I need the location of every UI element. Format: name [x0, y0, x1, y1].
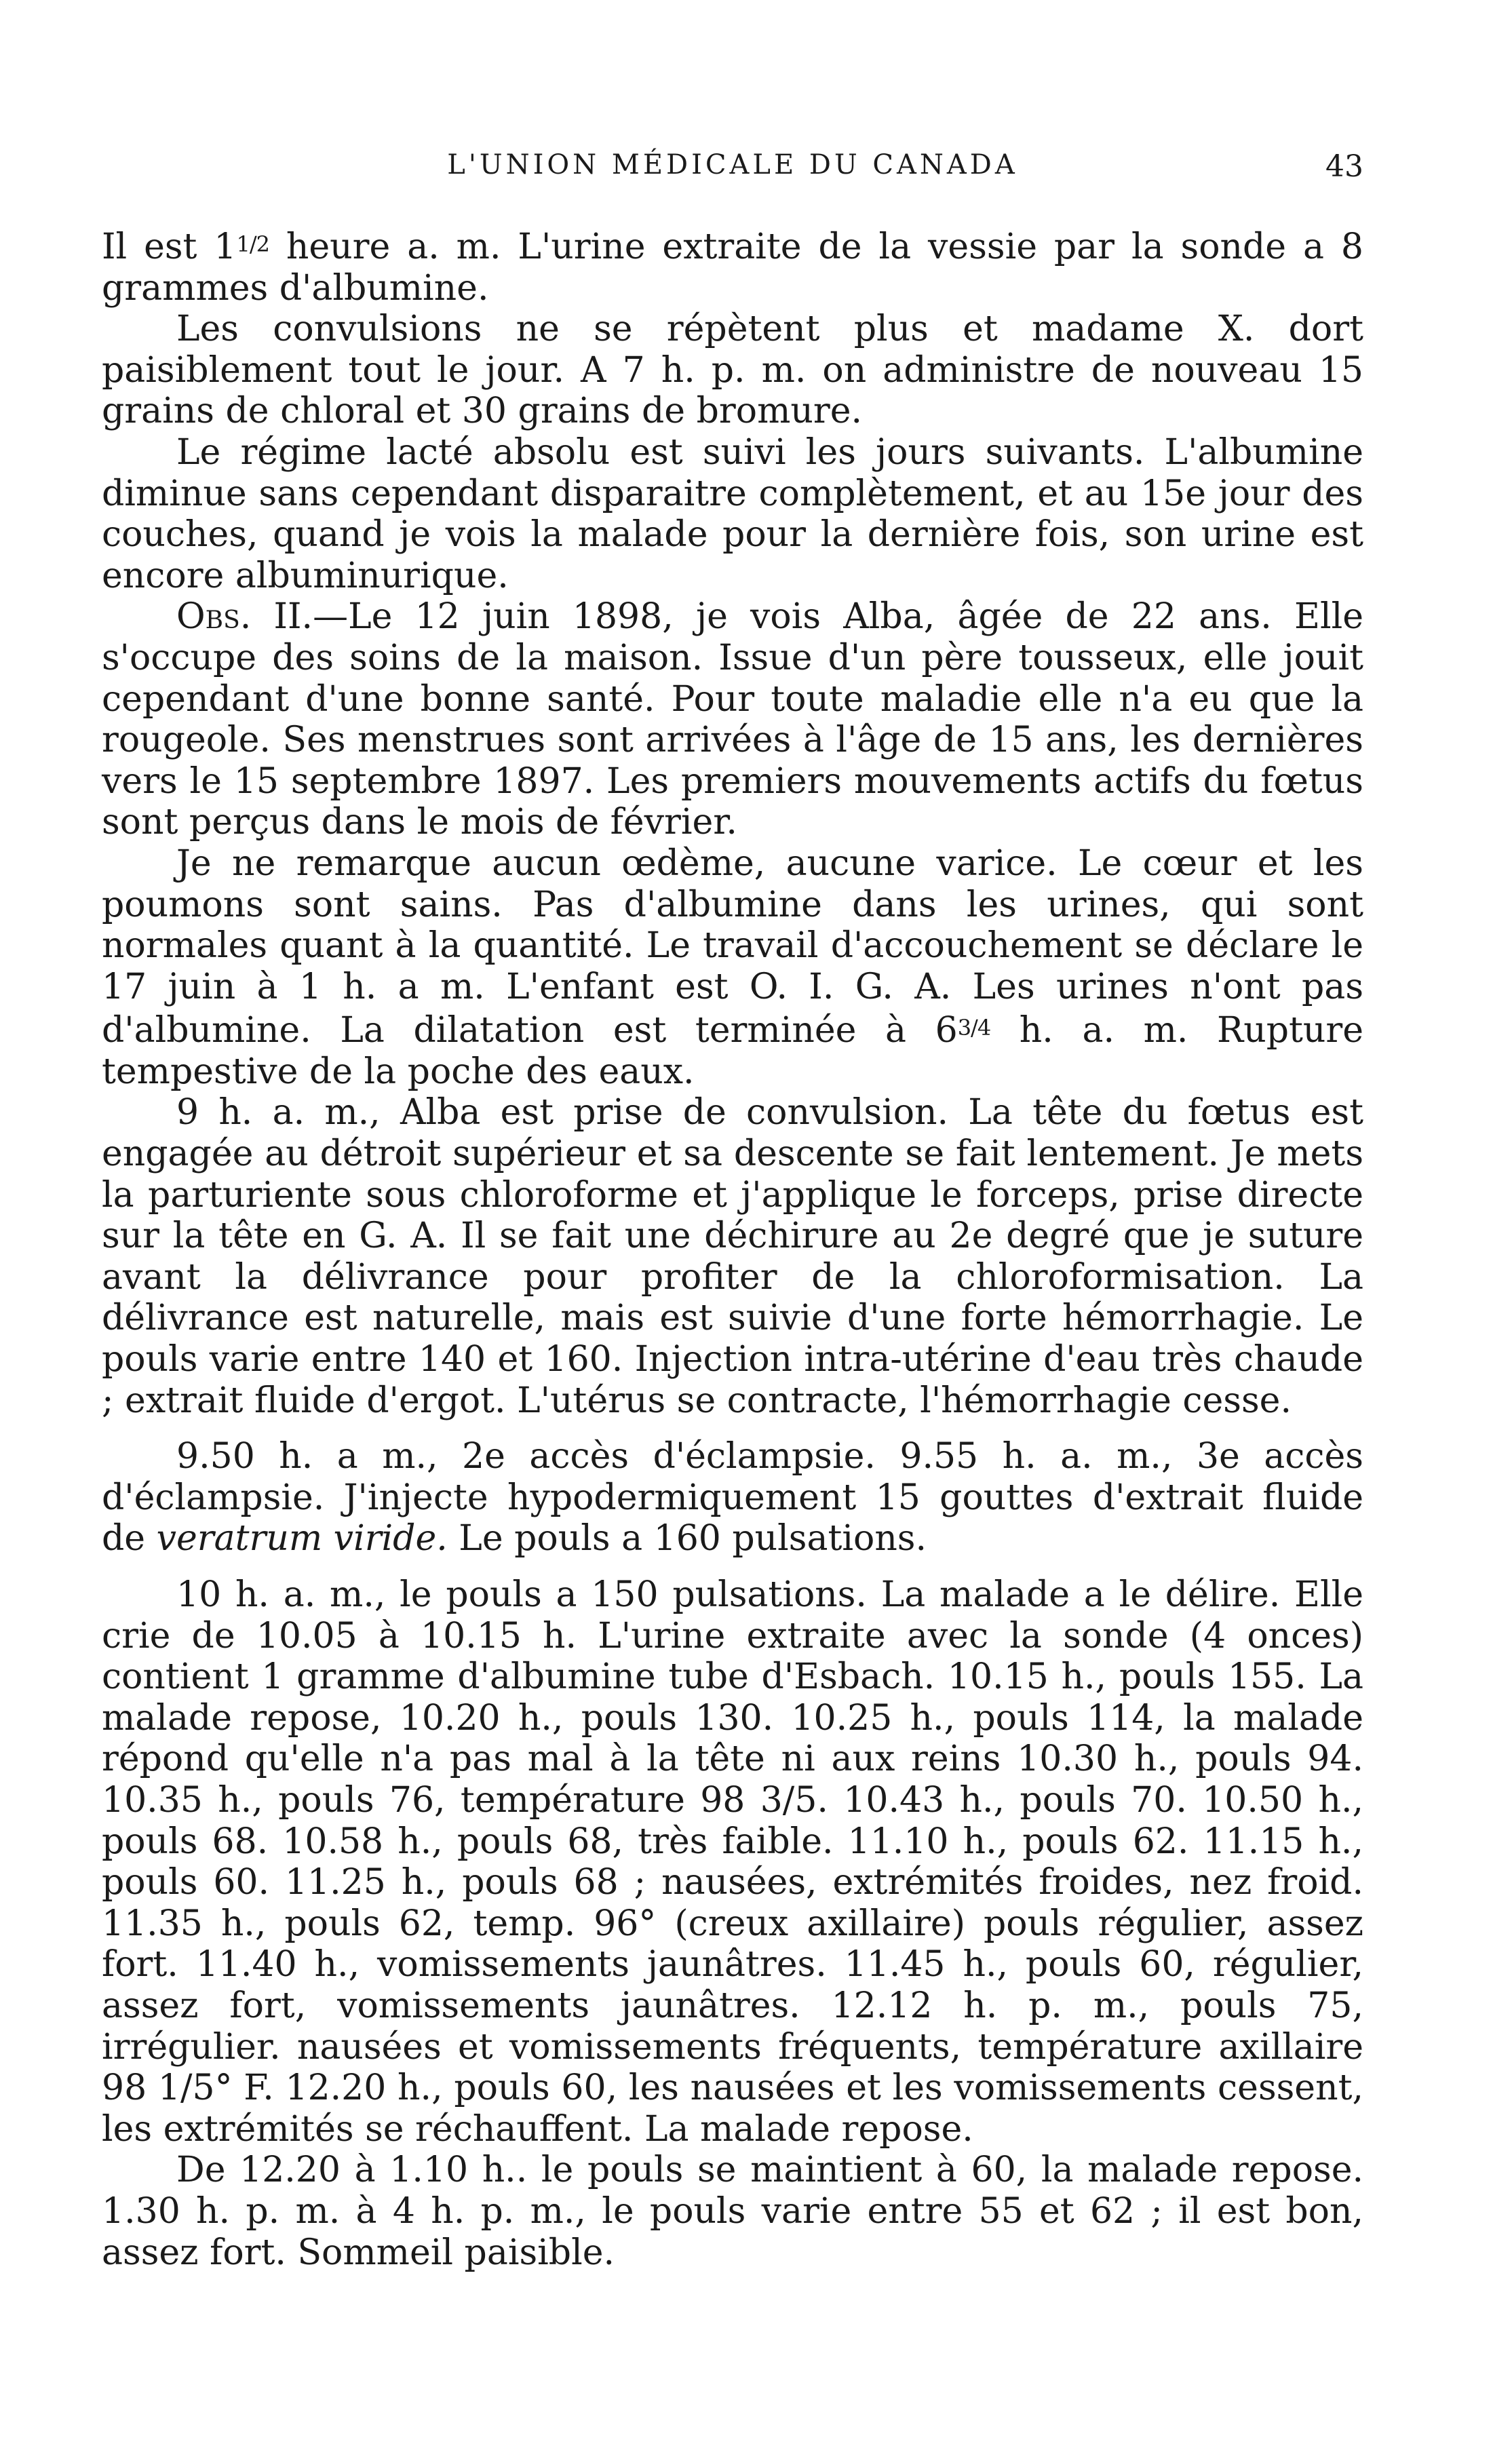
observation-text: —Le 12 juin 1898, je vois Alba, âgée de 22 ans. Elle s'occupe des soins de la maison. Issue d'un père tousseux, elle jouit cependant d'une bonne santé. Pour toute maladie elle n'a eu que la rougeole. Ses menstrues sont arrivées à l'âge de 15 ans, les dernières vers le 15 septembre 1897. Les premiers mouvements actifs du fœtus sont perçus dans le mois de février.: [102, 596, 1363, 843]
fraction-half: 1/2: [236, 231, 269, 257]
fraction-three-quarters: 3/4: [957, 1015, 991, 1041]
paragraph-2: Les convulsions ne se répètent plus et madame X. dort paisiblement tout le jour. A 7 h. p. m. on administre de nouveau 15 grains de chloral et 30 grains de bromure.: [102, 309, 1363, 432]
paragraph-3: Le régime lacté absolu est suivi les jours suivants. L'albumine diminue sans cependant disparaitre complètement, et au 15e jour des couches, quand je vois la malade pour la dernière fois, son urine est encore albuminurique.: [102, 431, 1363, 596]
running-head: L'UNION MÉDICALE DU CANADA: [447, 149, 1018, 180]
paragraph-7-text-b: Le pouls a 160 pulsations.: [447, 1518, 927, 1559]
document-page: [102, 149, 1363, 2273]
paragraph-1-text-a: Il est 1: [102, 227, 237, 267]
paragraph-obs-2: [102, 596, 1363, 843]
paragraph-1: [102, 224, 1363, 309]
paragraph-5-text-a: Je ne remarque aucun œdème, aucune varice. Le cœur et les poumons sont sains. Pas d'albumine dans les urines, qui sont normales quant à la quantité. Le travail d'accouchement se déclare le 17 juin à 1 h. a m. L'enfant est O. I. G. A. Les urines n'ont pas d'albumine. La dilatation est terminée à 6: [102, 842, 1363, 1051]
page-number: 43: [1325, 149, 1363, 184]
body-text: [102, 224, 1363, 2273]
observation-label: Obs. II.: [176, 596, 313, 638]
paragraph-7: [102, 1436, 1363, 1559]
paragraph-5-text-b: h. a. m. Rupture tempestive de la poche des eaux.: [102, 1010, 1363, 1092]
paragraph-5: [102, 843, 1363, 1093]
paragraph-8: 10 h. a. m., le pouls a 150 pulsations. La malade a le délire. Elle crie de 10.05 à 10.15 h. L'urine extraite avec la sonde (4 onces) contient 1 gramme d'albumine tube d'Esbach. 10.15 h., pouls 155. La malade repose, 10.20 h., pouls 130. 10.25 h., pouls 114, la malade répond qu'elle n'a pas mal à la tête ni aux reins 10.30 h., pouls 94. 10.35 h., pouls 76, température 98 3/5. 10.43 h., pouls 70. 10.50 h., pouls 68. 10.58 h., pouls 68, très faible. 11.10 h., pouls 62. 11.15 h., pouls 60. 11.25 h., pouls 68 ; nausées, extrémités froides, nez froid. 11.35 h., pouls 62, temp. 96° (creux axillaire) pouls régulier, assez fort. 11.40 h., vomissements jaunâtres. 11.45 h., pouls 60, régulier, assez fort, vomissements jaunâtres. 12.12 h. p. m., pouls 75, irrégulier. nausées et vomissements fréquents, température axillaire 98 1/5° F. 12.20 h., pouls 60, les nausées et les vomissements cessent, les extrémités se réchauffent. La malade repose.: [102, 1574, 1363, 2150]
page-header: [102, 149, 1363, 204]
paragraph-1-text-b: heure a. m. L'urine extraite de la vessie par la sonde a 8 grammes d'albumine.: [102, 227, 1364, 309]
paragraph-7-text-a: 9.50 h. a m., 2e accès d'éclampsie. 9.55 h. a. m., 3e accès d'éclampsie. J'injecte hypodermiquement 15 gouttes d'extrait fluide de: [102, 1436, 1363, 1559]
paragraph-9: De 12.20 à 1.10 h.. le pouls se maintient à 60, la malade repose. 1.30 h. p. m. à 4 h. p. m., le pouls varie entre 55 et 62 ; il est bon, assez fort. Sommeil paisible.: [102, 2150, 1363, 2273]
latin-term: veratrum viride.: [156, 1518, 448, 1559]
paragraph-6: 9 h. a. m., Alba est prise de convulsion. La tête du fœtus est engagée au détroit supérieur et sa descente se fait lentement. Je mets la parturiente sous chloroforme et j'applique le forceps, prise directe sur la tête en G. A. Il se fait une déchirure au 2e degré que je suture avant la délivrance pour profiter de la chloroformisation. La délivrance est naturelle, mais est suivie d'une forte hémorrhagie. Le pouls varie entre 140 et 160. Injection intra-utérine d'eau très chaude ; extrait fluide d'ergot. L'utérus se contracte, l'hémorrhagie cesse.: [102, 1092, 1363, 1421]
